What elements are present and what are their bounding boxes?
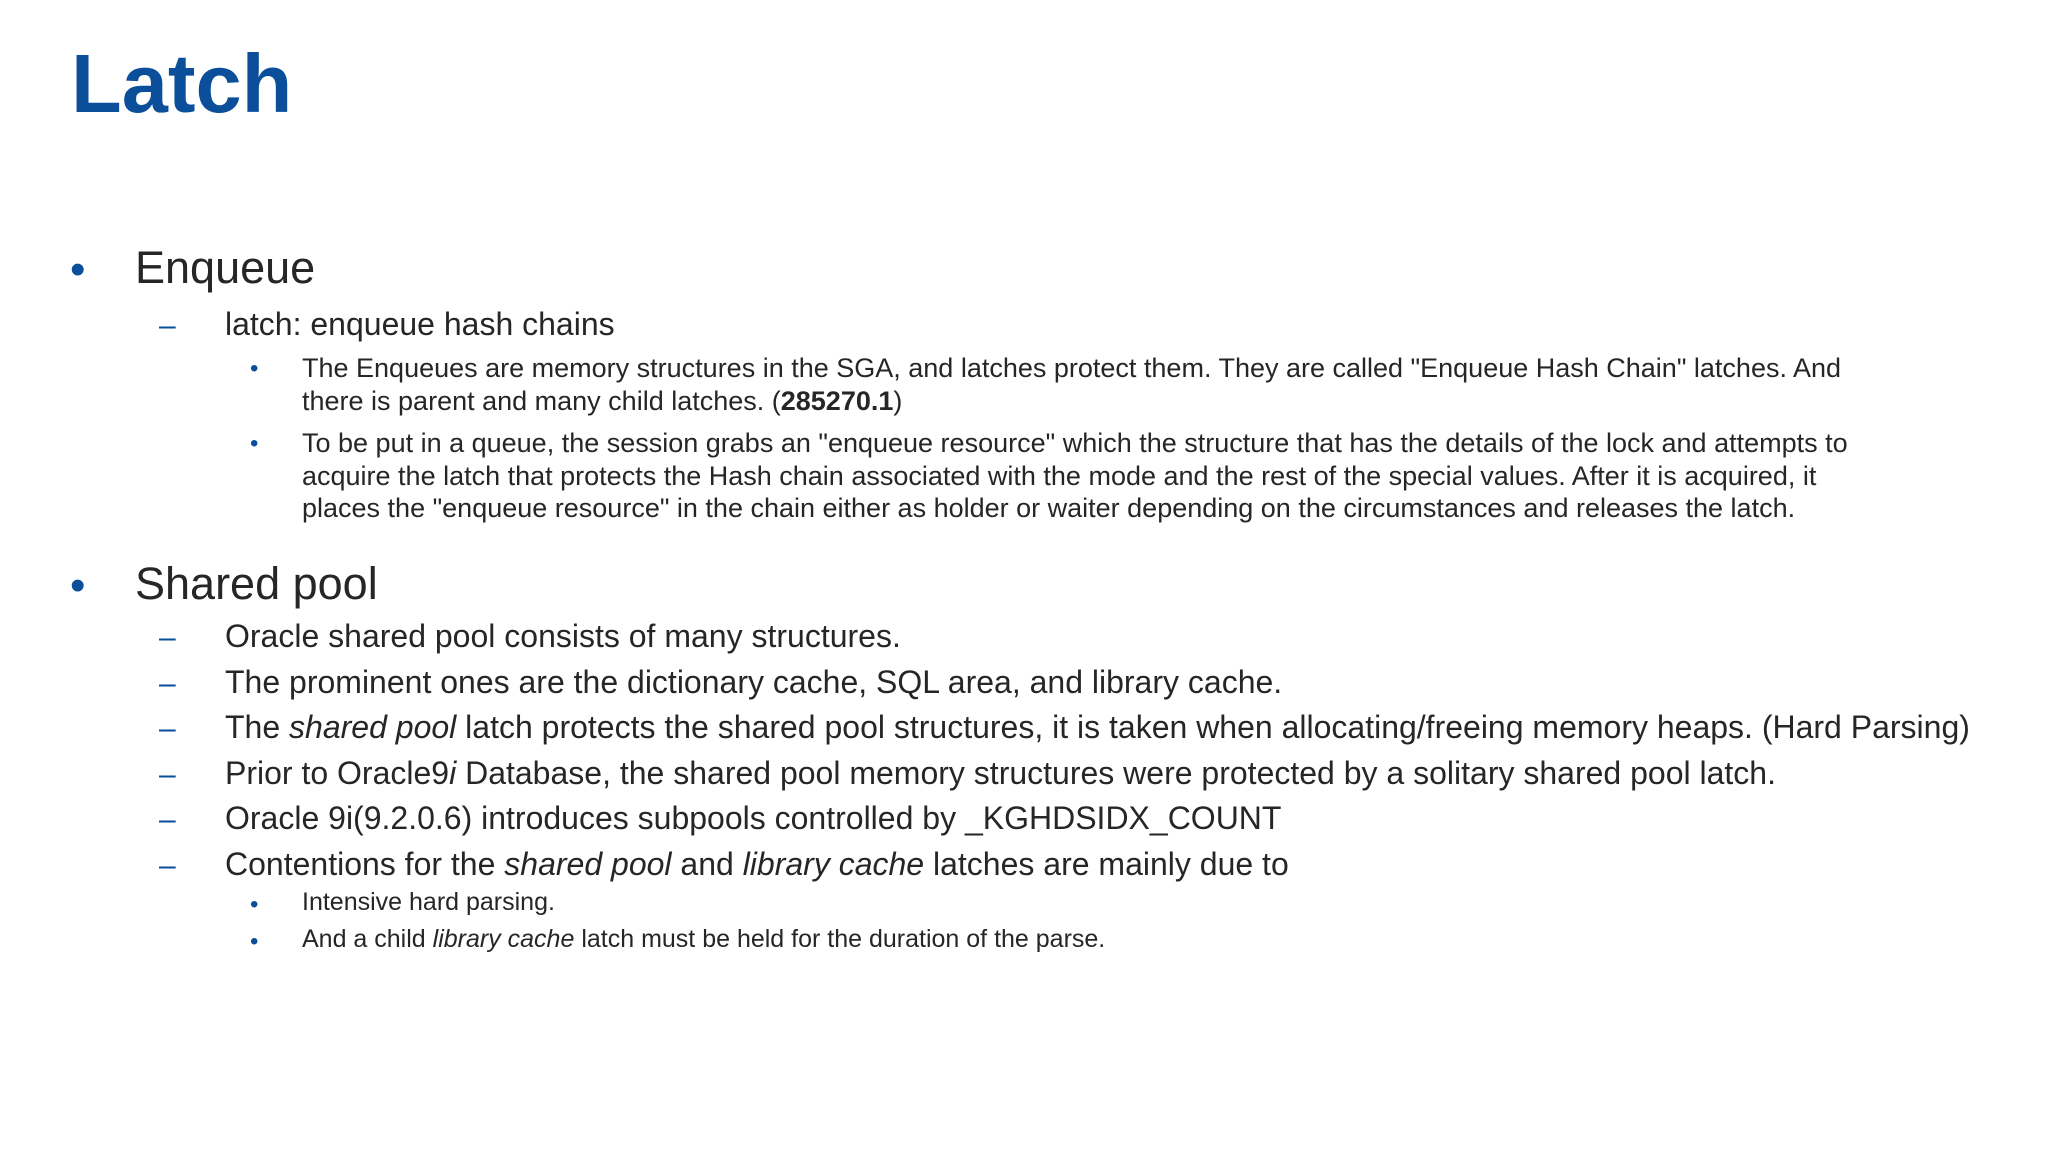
shared-pool-sub-2 bbox=[302, 924, 1105, 954]
enqueue-p1-line2 bbox=[302, 385, 1841, 418]
shared-pool-heading: Shared pool bbox=[135, 558, 378, 609]
italic-term: shared pool bbox=[504, 846, 672, 882]
text-run: latch protects the shared pool structures, it is taken when allocating/freeing memory heaps. (Hard Parsing) bbox=[456, 709, 1970, 745]
text-run: there is parent and many child latches. ( bbox=[302, 385, 781, 416]
italic-term: library cache bbox=[432, 925, 575, 953]
dash-marker: – bbox=[159, 309, 176, 342]
slide-title: Latch bbox=[71, 37, 293, 130]
enqueue-heading: Enqueue bbox=[135, 242, 316, 293]
shared-pool-sub-1: Intensive hard parsing. bbox=[302, 888, 555, 916]
sub-bullet-marker: • bbox=[250, 891, 259, 918]
shared-pool-item-2: The prominent ones are the dictionary cache, SQL area, and library cache. bbox=[225, 664, 1283, 700]
text-run: Prior to Oracle9 bbox=[225, 755, 450, 791]
dash-marker: – bbox=[159, 849, 176, 882]
sub-bullet-marker: • bbox=[250, 928, 259, 955]
enqueue-p1-line1: The Enqueues are memory structures in the SGA, and latches protect them. They are called "Enqueue Hash Chain" latches. And bbox=[302, 353, 1842, 383]
text-run: Database, the shared pool memory structures were protected by a solitary shared pool latch. bbox=[456, 755, 1776, 791]
dash-marker: – bbox=[159, 758, 176, 791]
sub-bullet-marker: • bbox=[250, 355, 259, 382]
shared-pool-item-5: Oracle 9i(9.2.0.6) introduces subpools controlled by _KGHDSIDX_COUNT bbox=[225, 800, 1282, 836]
text-run: Contentions for the bbox=[225, 846, 505, 882]
shared-pool-item-3 bbox=[225, 708, 1970, 746]
dash-marker: – bbox=[159, 667, 176, 700]
dash-marker: – bbox=[159, 621, 176, 654]
enqueue-p2-line3: places the "enqueue resource" in the chain either as holder or waiter depending on the circumstances and releases the latch. bbox=[302, 493, 1796, 523]
shared-pool-item-4 bbox=[225, 754, 1776, 792]
shared-pool-item-1: Oracle shared pool consists of many structures. bbox=[225, 618, 901, 654]
text-run: latch must be held for the duration of the parse. bbox=[574, 925, 1106, 953]
italic-term: library cache bbox=[742, 846, 925, 882]
sub-bullet-marker: • bbox=[250, 430, 259, 457]
text-run: ) bbox=[893, 385, 903, 416]
note-id: 285270.1 bbox=[780, 385, 894, 416]
enqueue-paragraph-1 bbox=[302, 352, 1841, 417]
enqueue-sub: latch: enqueue hash chains bbox=[225, 306, 615, 342]
shared-pool-item-6 bbox=[225, 845, 1289, 883]
text-run: The bbox=[225, 709, 290, 745]
text-run: latches are mainly due to bbox=[924, 846, 1289, 882]
italic-term: i bbox=[449, 755, 457, 791]
bullet-marker: • bbox=[70, 561, 86, 610]
dash-marker: – bbox=[159, 803, 176, 836]
bullet-marker: • bbox=[70, 245, 86, 294]
text-run: and bbox=[671, 846, 743, 882]
enqueue-p2-line2: acquire the latch that protects the Hash chain associated with the mode and the rest of the special values. After it is acquired, it bbox=[302, 460, 1817, 491]
italic-term: shared pool bbox=[289, 709, 457, 745]
text-run: And a child bbox=[302, 925, 433, 953]
enqueue-paragraph-2 bbox=[302, 427, 1848, 525]
dash-marker: – bbox=[159, 712, 176, 745]
enqueue-p2-line1: To be put in a queue, the session grabs an "enqueue resource" which the structure that has the details of the lock and attempts to bbox=[302, 428, 1848, 458]
